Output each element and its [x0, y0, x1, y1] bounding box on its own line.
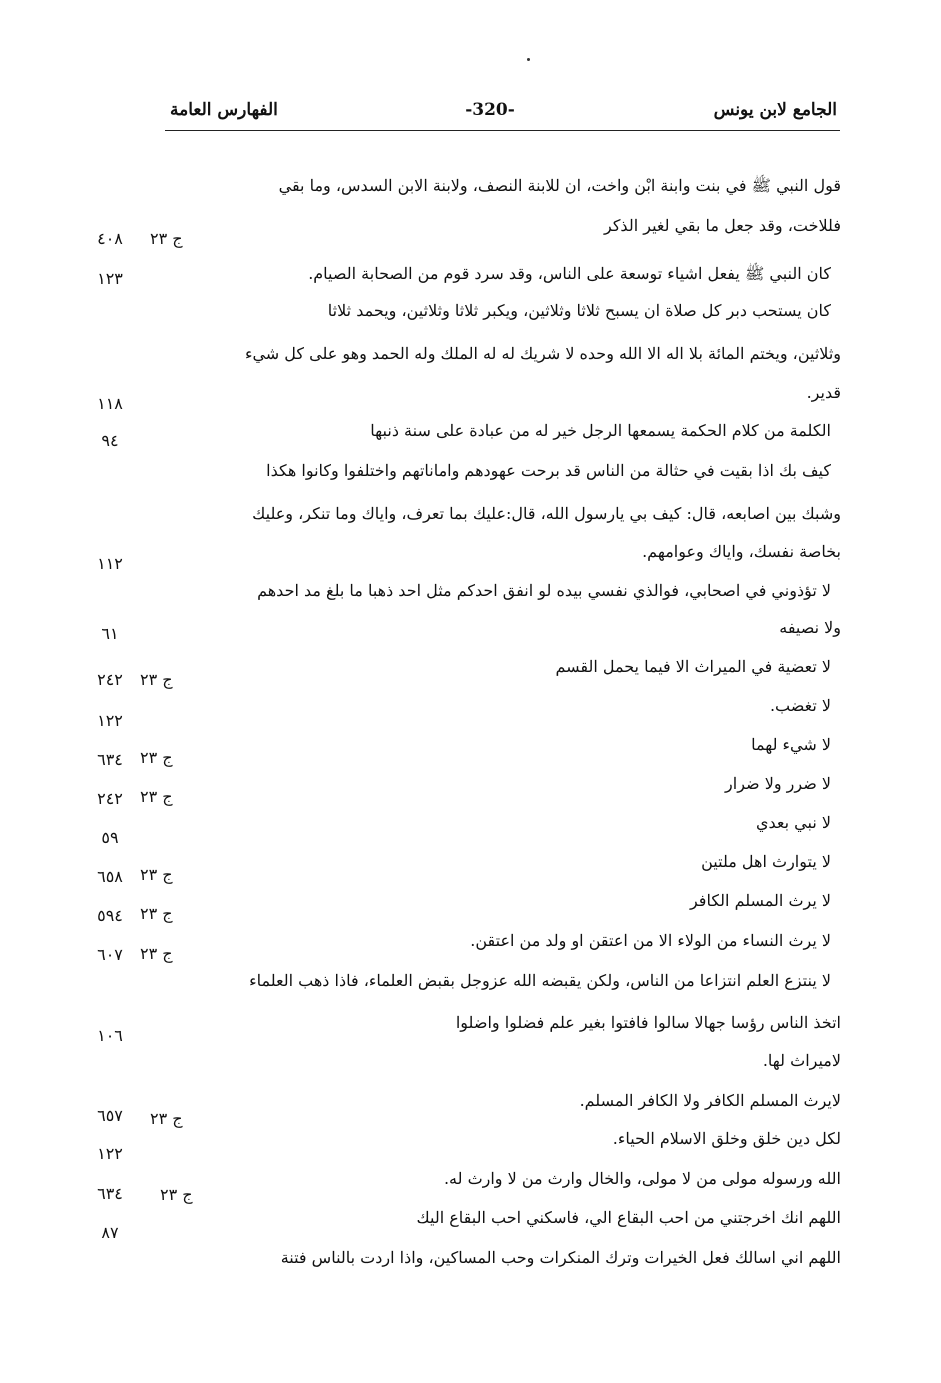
entry-line: اللهم انك اخرجتني من احب البقاع الي، فاسكني احب البقاع اليك — [416, 1208, 841, 1227]
page-ref: ٢٤٢ — [97, 789, 123, 808]
entry-line: لا تعضية في الميراث الا فيما يحمل القسم — [555, 657, 831, 676]
entry-line: كان يستحب دبر كل صلاة ان يسبح ثلاثا وثلاثين، ويكبر ثلاثا وثلاثين، ويحمد ثلاثا — [327, 301, 831, 320]
page-ref: ١٢٣ — [97, 269, 123, 288]
page-ref: ٢٤٢ — [97, 670, 123, 689]
page-ref: ٦١ — [101, 624, 119, 643]
volume-ref: ج ٢٣ — [140, 865, 173, 884]
entry-line: فللاخت، وقد جعل ما بقي لغير الذكر — [603, 216, 841, 235]
volume-ref: ج ٢٣ — [160, 1185, 193, 1204]
volume-ref: ج ٢٣ — [140, 670, 173, 689]
page-ref: ٦٣٤ — [97, 1184, 123, 1203]
page-ref: ٩٤ — [101, 431, 119, 450]
entry-line: كان النبي ﷺ يفعل اشياء توسعة على الناس، وقد سرد قوم من الصحابة الصيام. — [308, 264, 831, 283]
entry-line: لا نبي بعدي — [755, 813, 831, 832]
entry-line: قول النبي ﷺ في بنت وابنة ابْن واخت، ان للابنة النصف، ولابنة الابن السدس، وما بقي — [278, 176, 841, 195]
volume-ref: ج ٢٣ — [140, 904, 173, 923]
volume-ref: ج ٢٣ — [140, 944, 173, 963]
volume-ref: ج ٢٣ — [150, 1109, 183, 1128]
page-ref: ١٢٢ — [97, 711, 123, 730]
page-ref: ٦٣٤ — [97, 750, 123, 769]
entry-line: لكل دين خلق وخلق الاسلام الحياء. — [612, 1129, 841, 1148]
header-rule — [165, 130, 840, 131]
entry-line: ولا نصيفه — [779, 618, 841, 637]
entry-line: لا تؤذوني في اصحابي، فوالذي نفسي بيده لو انفق احدكم مثل احد ذهبا ما بلغ مد احدهم — [257, 581, 831, 600]
entry-line: بخاصة نفسك، واياك وعوامهم. — [642, 542, 841, 561]
entry-line: كيف بك اذا بقيت في حثالة من الناس قد برحت عهودهم واماناتهم واختلفوا وكانوا هكذا — [266, 461, 831, 480]
page-ref: ٥٩٤ — [97, 906, 123, 925]
entry-line: لايرث المسلم الكافر ولا الكافر المسلم. — [579, 1091, 841, 1110]
scan-speck — [527, 58, 530, 61]
entry-line: وشبك بين اصابعه، قال: كيف بي يارسول الله، قال:عليك بما تعرف، واياك وما تنكر، وعليك — [252, 504, 841, 523]
page-ref: ١٢٢ — [97, 1144, 123, 1163]
entry-line: اتخذ الناس رؤسا جهالا سالوا فافتوا بغير علم فضلوا واضلوا — [455, 1013, 841, 1032]
page-ref: ٦٠٧ — [97, 945, 123, 964]
entry-line: وثلاثين، ويختم المائة بلا اله الا الله وحده لا شريك له له الملك وله الحمد وهو على كل شيء — [244, 344, 841, 363]
entry-line: لا شيء لهما — [751, 735, 831, 754]
page-number: -320- — [465, 100, 515, 120]
entry-line: اللهم اني اسالك فعل الخيرات وترك المنكرات وحب المساكين، واذا اردت بالناس فتنة — [280, 1248, 841, 1267]
entry-line: لا تغضب. — [769, 696, 831, 715]
page-ref: ٦٥٨ — [97, 867, 123, 886]
book-title: الجامع لابن يونس — [713, 100, 837, 120]
page-ref: ١١٨ — [97, 394, 123, 413]
entry-line: لا يتوارث اهل ملتين — [701, 852, 831, 871]
page-ref: ١٠٦ — [97, 1026, 123, 1045]
volume-ref: ج ٢٣ — [150, 229, 183, 248]
page-ref: ٦٥٧ — [97, 1106, 123, 1125]
page-ref: ٥٩ — [101, 828, 119, 847]
entry-line: لاميراث لها. — [762, 1051, 841, 1070]
entry-line: الله ورسوله مولى من لا مولى، والخال وارث من لا وارث له. — [443, 1169, 841, 1188]
volume-ref: ج ٢٣ — [140, 748, 173, 767]
entry-line: لا يرث النساء من الولاء الا من اعتقن او ولد من اعتقن. — [470, 931, 831, 950]
entry-line: لا ضرر ولا ضرار — [725, 774, 831, 793]
volume-ref: ج ٢٣ — [140, 787, 173, 806]
entry-line: الكلمة من كلام الحكمة يسمعها الرجل خير له من عبادة على سنة ذنبها — [370, 421, 831, 440]
entry-line: لا يرث المسلم الكافر — [689, 891, 831, 910]
page-ref: ٤٠٨ — [97, 229, 123, 248]
page-ref: ٨٧ — [101, 1223, 119, 1242]
entry-line: قدير. — [806, 383, 841, 402]
page-ref: ١١٢ — [97, 554, 123, 573]
entry-line: لا ينتزع العلم انتزاعا من الناس، ولكن يقبضه الله عزوجل بقبض العلماء، فاذا ذهب العلماء — [249, 971, 831, 990]
section-title: الفهارس العامة — [170, 100, 278, 120]
